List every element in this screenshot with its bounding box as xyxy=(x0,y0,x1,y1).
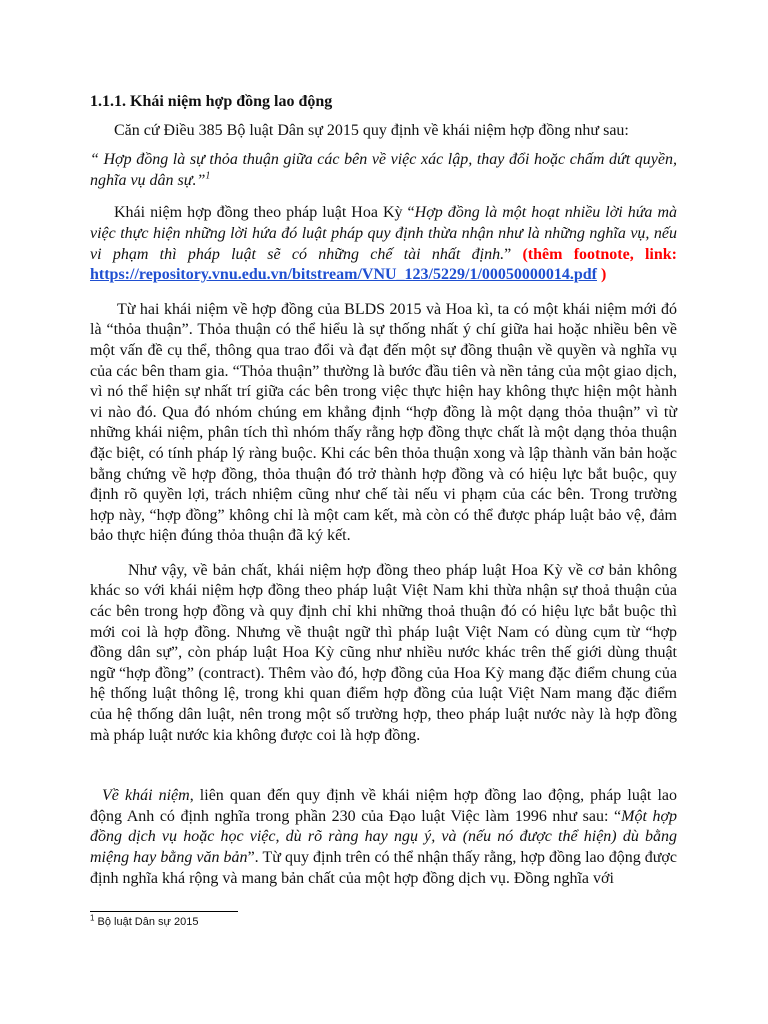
footnote-number: 1 xyxy=(90,913,95,923)
labour-contract-lead: Về khái niệm xyxy=(102,787,190,805)
footnote-separator xyxy=(90,911,238,912)
paragraph-civil-code-intro: Căn cứ Điều 385 Bộ luật Dân sự 2015 quy định về khái niệm hợp đồng như sau: xyxy=(114,121,629,139)
paragraph-comparison: Như vậy, về bản chất, khái niệm hợp đồng theo pháp luật Hoa Kỳ về cơ bản không khác so với khái niệm hợp đồng theo pháp luật Việt Nam khi thừa nhận sự thoả thuận của các bên trong hợp đồng và quy định chỉ khi những thoả thuận đó có hiệu lực bắt buộc thì mới coi là hợp đồng. Nhưng về thuật ngữ thì pháp luật Việt Nam có dùng cụm từ “hợp đồng dân sự”, còn pháp luật Hoa Kỳ cũng như nhiều nước khác trên thế giới dùng thuật ngữ “hợp đồng” (contract). Thêm vào đó, hợp đồng của Hoa Kỳ mang đặc điểm chung của hệ thống luật thông lệ, trong khi quan điểm hợp đồng của luật Việt Nam mang đặc điểm của hệ thống dân luật, nên trong một số trường hợp, theo pháp luật nước này là hợp đồng mà pháp luật nước kia không được coi là hợp đồng. xyxy=(90,561,677,744)
paragraph-us-definition xyxy=(90,203,677,285)
paragraph-agreement-concept: Từ hai khái niệm về hợp đồng của BLDS 2015 và Hoa kì, ta có một khái niệm mới đó là “thỏa thuận”. Thỏa thuận có thể hiểu là sự thống nhất ý chí giữa hai hoặc nhiều bên về một vấn đề cụ thể, thông qua trao đổi và đạt đến một sự đồng thuận về quyền và nghĩa vụ của các bên tham gia. “Thỏa thuận” thường là bước đầu tiên và nền tảng của một giao dịch, vì nó thể hiện sự nhất trí giữa các bên trong việc thực hiện hay không thực hiện một hành vi nào đó. Qua đó nhóm chúng em khẳng định “hợp đồng là một dạng thỏa thuận” vì từ những khái niệm, phân tích thì nhóm thấy rằng hợp đồng thực chất là một dạng thỏa thuận đặc biệt, có tính pháp lý ràng buộc. Khi các bên thỏa thuận xong và lập thành văn bản hoặc bằng chứng về hợp đồng, thỏa thuận đó trở thành hợp đồng và có hiệu lực bắt buộc, quy định rõ quyền lợi, trách nhiệm cũng như chế tài nếu vi phạm của các bên. Trong trường hợp này, “hợp đồng” không chỉ là một cam kết, mà còn có thể được pháp luật bảo vệ, đảm bảo thực hiện đúng thỏa thuận đã ký kết. xyxy=(90,300,677,545)
civil-code-quote-text: “ Hợp đồng là sự thỏa thuận giữa các bên về việc xác lập, thay đổi hoặc chấm dứt quyền, nghĩa vụ dân sự.” xyxy=(90,151,677,189)
footnote-note-close: ) xyxy=(597,266,607,284)
repository-link[interactable]: https://repository.vnu.edu.vn/bitstream/VNU_123/5229/1/00050000014.pdf xyxy=(90,266,598,284)
footnote-text: Bộ luật Dân sự 2015 xyxy=(94,916,199,928)
labour-contract-text-2: ”. Từ quy định trên có thể nhận thấy rằng, hợp đồng lao động được định nghĩa khá rộng và mang bản chất của một hợp đồng dịch vụ. Đồng nghĩa với xyxy=(90,849,677,887)
footnote-note-open: (thêm footnote, link: xyxy=(522,245,678,263)
paragraph-labour-contract xyxy=(90,786,677,889)
us-definition-close: ” xyxy=(504,245,523,263)
labour-contract-text-1: , liên quan đến quy định về khái niệm hợp đồng lao động, pháp luật lao động Anh có định nghĩa trong phần 230 của Đạo luật Việc làm 1996 như sau: “ xyxy=(90,787,677,825)
us-definition-intro: Khái niệm hợp đồng theo pháp luật Hoa Kỳ “ xyxy=(114,204,415,222)
us-definition-quote: Hợp đồng là một hoạt nhiều lời hứa mà việc thực hiện những lời hứa đó luật pháp quy định thừa nhận như là những nghĩa vụ, nếu vi phạm thì pháp luật sẽ có những chế tài nhất định. xyxy=(90,204,677,263)
document-body xyxy=(90,92,677,889)
footnote xyxy=(90,915,198,929)
footnote-reference[interactable]: 1 xyxy=(205,170,211,182)
civil-code-quote xyxy=(90,150,677,191)
labour-contract-quote: Một hợp đồng dịch vụ hoặc học việc, dù rõ ràng hay ngụ ý, và (nếu nó được thể hiện) dù bằng miệng hay bằng văn bản xyxy=(90,807,678,866)
section-heading: 1.1.1. Khái niệm hợp đồng lao động xyxy=(90,93,333,110)
